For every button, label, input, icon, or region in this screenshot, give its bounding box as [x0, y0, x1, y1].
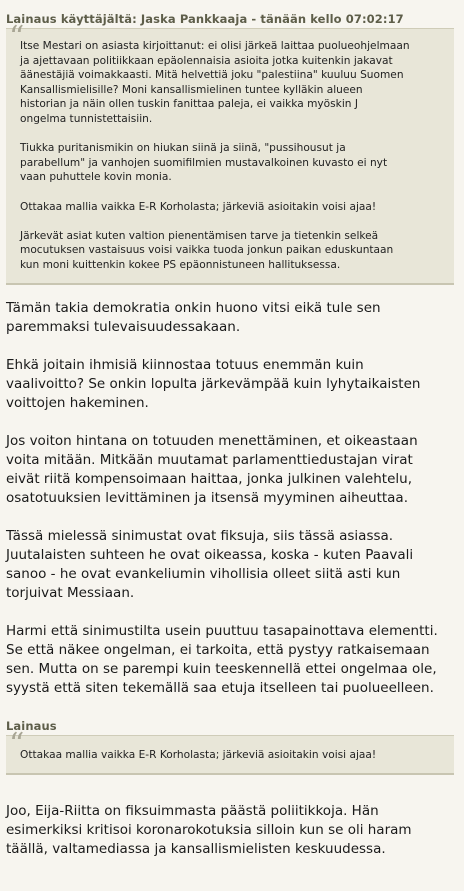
post-paragraph: Tässä mielessä sinimustat ovat fiksuja, siis tässä asiassa. Juutalaisten suhteen he ovat oikeassa, koska - kuten Paavali sanoo - he ovat evankeliumin vihollisia olleet siitä asti kun torjuivat Messiaan. [6, 527, 414, 601]
quote-paragraph: Tiukka puritanismikin on hiukan siinä ja siinä, "pussihousut ja parabellum" ja vanhojen suomifilmien mustavalkoinen kuvasto ei nyt vaan puhuttele kovin monia. [20, 142, 388, 184]
quote-paragraph: Ottakaa mallia vaikka E-R Korholasta; järkeviä asioitakin voisi ajaa! [20, 748, 377, 761]
quote-mark-icon: “ [9, 20, 25, 55]
post-paragraph: Tämän takia demokratia onkin huono vitsi eikä tule sen paremmaksi tulevaisuudessakaan. [6, 299, 381, 335]
forum-post [6, 0, 454, 878]
quote-mark-icon: “ [9, 726, 25, 762]
post-paragraph: Joo, Eija-Riitta on fiksuimmasta päästä poliitikkoja. Hän esimerkiksi kritisoi koronarokotuksia silloin kun se oli haram täällä, valtamediassa ja kansallismielisten keskuudessa. [6, 803, 412, 858]
quote-paragraph: Järkevät asiat kuten valtion pienentämisen tarve ja tietenkin selkeä mocutuksen vastaisuus voisi vaikka tuoda jonkun paikan eduskuntaan kun moni kuittenkin kokee PS epäonnistuneen hallituksessa. [20, 229, 394, 271]
quote-header: Lainaus käyttäjältä: Jaska Pankkaaja - tänään kello 07:02:17 [6, 12, 404, 26]
quote-block [6, 726, 454, 776]
post-paragraph: Harmi että sinimustilta usein puuttuu tasapainottava elementti. Se että näkee ongelman, ei tarkoita, että pystyy ratkaisemaan sen. Mutta on se parempi kuin teeskennellä ettei ongelmaa ole, syystä että siten tekemällä saa etuja itselleen tai puolueelleen. [6, 622, 438, 696]
quote-block [6, 20, 454, 285]
post-body [6, 802, 454, 859]
post-paragraph: Jos voiton hintana on totuuden menettäminen, et oikeastaan voita mitään. Mitkään muutamat parlamenttiedustajan virat eivät riitä kompensoimaan haittaa, jonka julkinen valehtelu, osatotuuksien levittäminen ja itsensä myyminen aiheuttaa. [6, 432, 418, 506]
quote-header: Lainaus [6, 718, 57, 733]
post-paragraph: Ehkä joitain ihmisiä kiinnostaa totuus enemmän kuin vaalivoitto? Se onkin lopulta järkevämpää kuin lyhytaikaisten voittojen hakeminen. [6, 356, 421, 411]
quote-paragraph: Itse Mestari on asiasta kirjoittanut: ei olisi järkeä laittaa puolueohjelmaan ja ajettavaan politiikkaan epäolennaisia asioita jotka kuitenkin jakavat äänestäjiä voimakkaasti. Mitä helvettiä joku "palestiina" kuuluu Suomen Kansallismielisille? Moni kansallismielinen tuntee kylläkin alueen historian ja näin ollen tuskin fanittaa paleja, ei vaikka myöskin J ongelma tunnistettaisiin. [20, 40, 410, 125]
quote-paragraph: Ottakaa mallia vaikka E-R Korholasta; järkeviä asioitakin voisi ajaa! [20, 200, 377, 213]
post-body [6, 299, 454, 698]
